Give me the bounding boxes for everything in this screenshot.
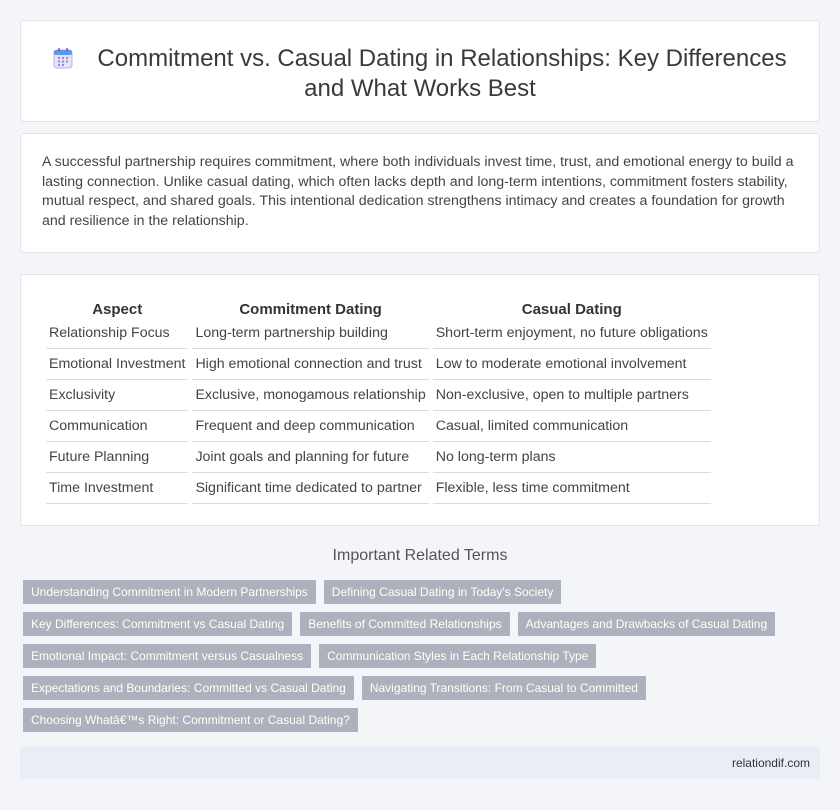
page-title: [21, 44, 819, 104]
table-cell: Relationship Focus: [46, 318, 188, 349]
table-cell: High emotional connection and trust: [192, 349, 428, 380]
tag-row: [23, 612, 823, 636]
column-header: Casual Dating: [521, 301, 622, 318]
table-cell: Communication: [46, 411, 188, 442]
table-header-row: [46, 296, 711, 318]
table-row: [46, 473, 711, 504]
tag-row: [23, 644, 823, 668]
table-cell: Non-exclusive, open to multiple partners: [433, 380, 711, 411]
table-row: [46, 318, 711, 349]
table-cell: Emotional Investment: [46, 349, 188, 380]
related-term-tag[interactable]: Navigating Transitions: From Casual to Committed: [362, 676, 646, 700]
title-line-2: and What Works Best: [304, 75, 536, 102]
related-term-tag[interactable]: Key Differences: Commitment vs Casual Dating: [23, 612, 292, 636]
table-cell: Joint goals and planning for future: [192, 442, 428, 473]
table-row: [46, 411, 711, 442]
header-card: [20, 20, 820, 122]
table-cell: Exclusivity: [46, 380, 188, 411]
column-header: Commitment Dating: [239, 301, 382, 318]
table-row: [46, 349, 711, 380]
comparison-table: [42, 296, 715, 504]
table-cell: Time Investment: [46, 473, 188, 504]
table-cell: Significant time dedicated to partner: [192, 473, 428, 504]
table-cell: No long-term plans: [433, 442, 711, 473]
related-term-tag[interactable]: Choosing Whatâ€™s Right: Commitment or Casual Dating?: [23, 708, 358, 732]
related-term-tag[interactable]: Expectations and Boundaries: Committed vs Casual Dating: [23, 676, 354, 700]
table-cell: Low to moderate emotional involvement: [433, 349, 711, 380]
table-cell: Casual, limited communication: [433, 411, 711, 442]
tag-row: [23, 580, 823, 604]
table-cell: Long-term partnership building: [192, 318, 428, 349]
intro-paragraph: A successful partnership requires commitment, where both individuals invest time, trust, and emotional energy to build a lasting connection. Unlike casual dating, which often lacks depth and long-term intentions, commitment fosters stability, mutual respect, and shared goals. This intentional dedication strengthens intimacy and creates a foundation for growth and resilience in the relationship.: [42, 154, 794, 229]
related-term-tag[interactable]: Communication Styles in Each Relationship Type: [319, 644, 596, 668]
table-cell: Exclusive, monogamous relationship: [192, 380, 428, 411]
title-line-1: Commitment vs. Casual Dating in Relationships: Key Differences: [97, 45, 787, 72]
related-term-tag[interactable]: Benefits of Committed Relationships: [300, 612, 509, 636]
comparison-card: [20, 274, 820, 526]
table-cell: Future Planning: [46, 442, 188, 473]
related-term-tag[interactable]: Defining Casual Dating in Today's Society: [324, 580, 562, 604]
table-cell: Flexible, less time commitment: [433, 473, 711, 504]
column-header: Aspect: [92, 301, 143, 318]
table-row: [46, 442, 711, 473]
tag-row: [23, 676, 823, 700]
related-term-tag[interactable]: Understanding Commitment in Modern Partnerships: [23, 580, 316, 604]
table-row: [46, 380, 711, 411]
footer-site-link[interactable]: relationdif.com: [731, 756, 810, 770]
tag-row: [23, 708, 823, 732]
related-terms-list: [23, 580, 823, 740]
table-cell: Frequent and deep communication: [192, 411, 428, 442]
related-term-tag[interactable]: Advantages and Drawbacks of Casual Dating: [518, 612, 775, 636]
footer: [20, 746, 820, 779]
intro-card: [20, 133, 820, 253]
related-terms-heading: Important Related Terms: [332, 547, 508, 564]
related-term-tag[interactable]: Emotional Impact: Commitment versus Casualness: [23, 644, 311, 668]
table-cell: Short-term enjoyment, no future obligations: [433, 318, 711, 349]
calendar-icon: [53, 47, 73, 69]
